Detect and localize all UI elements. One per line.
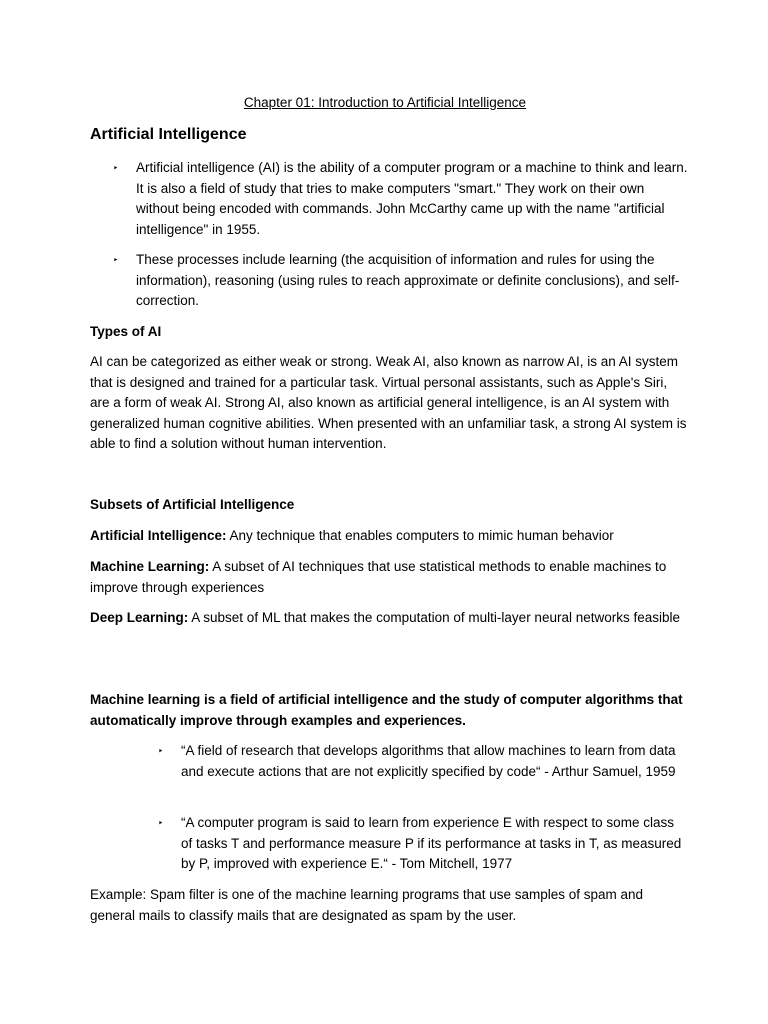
bullet-marker: ‣ xyxy=(158,746,164,756)
bullet-marker: ‣ xyxy=(113,255,119,265)
ml-statement: Machine learning is a field of artificial intelligence and the study of computer algorithms that automatically improve through examples and experiences. xyxy=(90,692,683,728)
ai-bullet-2 xyxy=(113,250,688,312)
quote-text: “A computer program is said to learn from experience E with respect to some class of tasks T and performance measure P if its performance at tasks in T, as measured by P, improved with experience E.“ - Tom Mitchell, 1977 xyxy=(181,815,682,871)
ml-quote-2 xyxy=(158,813,688,875)
ai-bullet-1 xyxy=(113,158,688,240)
subset-desc: A subset of AI techniques that use statistical methods to enable machines to improve through experiences xyxy=(90,559,667,595)
quote-text: “A field of research that develops algorithms that allow machines to learn from data and execute actions that are not explicitly specified by code“ - Arthur Samuel, 1959 xyxy=(181,743,676,779)
subset-term: Deep Learning: xyxy=(90,610,189,625)
section-heading-artificial-intelligence: Artificial Intelligence xyxy=(90,126,247,143)
subset-item-ai xyxy=(90,526,688,547)
ml-quote-1 xyxy=(158,741,688,782)
chapter-title: Chapter 01: Introduction to Artificial Intelligence xyxy=(243,95,527,110)
subsets-heading: Subsets of Artificial Intelligence xyxy=(90,497,295,512)
ml-example: Example: Spam filter is one of the machine learning programs that use samples of spam and general mails to classify mails that are designated as spam by the user. xyxy=(90,887,644,923)
subset-desc: Any technique that enables computers to mimic human behavior xyxy=(226,528,614,543)
subset-term: Machine Learning: xyxy=(90,559,210,574)
subset-term: Artificial Intelligence: xyxy=(90,528,227,543)
types-body: AI can be categorized as either weak or strong. Weak AI, also known as narrow AI, is an AI system that is designed and trained for a particular task. Virtual personal assistants, such as Apple's Siri, are a form of weak AI. Strong AI, also known as artificial general intelligence, is an AI system with generalized human cognitive abilities. When presented with an unfamiliar task, a strong AI system is able to find a solution without human intervention. xyxy=(90,354,687,451)
bullet-marker: ‣ xyxy=(158,818,164,828)
bullet-marker: ‣ xyxy=(113,163,119,173)
subset-item-ml xyxy=(90,557,688,598)
types-heading: Types of AI xyxy=(90,324,162,339)
ai-bullet-text: Artificial intelligence (AI) is the ability of a computer program or a machine to think and learn. It is also a field of study that tries to make computers "smart." They work on their own without being encoded with commands. John McCarthy came up with the name "artificial intelligence" in 1955. xyxy=(136,160,688,237)
subset-desc: A subset of ML that makes the computation of multi-layer neural networks feasible xyxy=(188,610,681,625)
ai-bullet-text: These processes include learning (the acquisition of information and rules for using the information), reasoning (using rules to reach approximate or definite conclusions), and self-correction. xyxy=(136,252,680,308)
subset-item-dl xyxy=(90,608,688,629)
